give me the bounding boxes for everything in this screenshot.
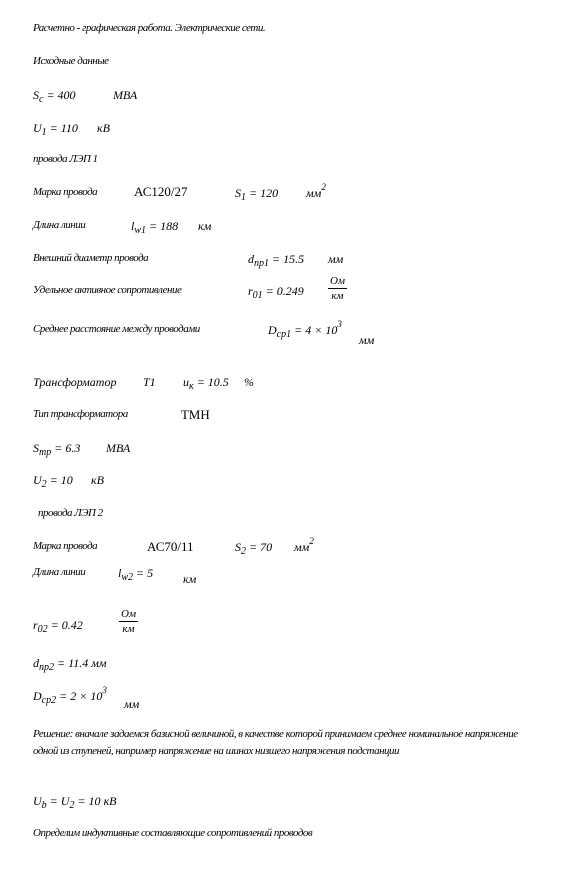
s1-unit-power: 2 [321, 182, 326, 192]
u2-symbol: U [33, 473, 42, 487]
transformer-name: T1 [143, 375, 156, 389]
dpr2-formula [33, 656, 107, 671]
sc-symbol: S [33, 88, 39, 102]
r01-unit-fraction [328, 274, 347, 303]
s1-value: = 120 [246, 186, 279, 200]
lw1-value: = 188 [146, 219, 179, 233]
ub-symbol: U [33, 794, 42, 808]
uk-unit: % [244, 375, 254, 389]
s2-value: = 70 [246, 540, 273, 554]
lw1-formula [131, 219, 178, 234]
sc-unit: МВА [113, 88, 138, 102]
dpr1-formula [248, 252, 304, 267]
dpr1-subscript: пр1 [254, 258, 269, 269]
r01-unit-denominator: км [331, 290, 344, 302]
lw2-unit: км [183, 572, 197, 586]
uk-subscript: к [189, 381, 194, 392]
diam1-label: Внешний диаметр провода [33, 252, 149, 264]
u2-value: = 10 [46, 473, 73, 487]
lw1-subscript: w1 [134, 225, 147, 236]
r01-formula [248, 284, 304, 299]
length1-label: Длина линии [33, 219, 86, 231]
dcp2-unit: мм [124, 697, 140, 711]
u1-subscript: 1 [41, 127, 47, 138]
ub-equals: = [46, 794, 61, 808]
lw2-value: = 5 [133, 566, 154, 580]
r02-symbol: r [33, 618, 38, 632]
s1-unit [306, 182, 326, 201]
sc-subscript: c [39, 94, 44, 105]
r02-formula [33, 618, 83, 633]
ub-value: = 10 [74, 794, 101, 808]
line1-header: провода ЛЭП 1 [33, 153, 98, 165]
u1-formula [33, 121, 78, 136]
solution-paragraph: Решение: вначале задаемся базисной величиной, в качестве которой принимаем среднее номинальное напряжение одной из ступеней, например напряжение на шинах низшего напряжения подстанции [33, 728, 518, 757]
r02-subscript: 02 [37, 624, 48, 635]
s2-formula [235, 540, 272, 555]
s2-symbol: S [235, 540, 241, 554]
document-title: Расчетно - графическая работа. Электрические сети. [33, 22, 266, 34]
dist1-label: Среднее расстояние между проводами [33, 323, 200, 335]
str-unit: МВА [106, 441, 131, 455]
str-value: = 6.3 [51, 441, 81, 455]
uk-value: = 10.5 [193, 375, 229, 389]
dpr2-value: = 11.4 [54, 656, 89, 670]
ub-u2-symbol: U [60, 794, 70, 808]
r01-unit-numerator: Ом [330, 275, 345, 287]
wire-mark2-label: Марка провода [33, 540, 98, 552]
dpr1-symbol: d [248, 252, 254, 266]
str-symbol: S [33, 441, 39, 455]
sc-value: = 400 [43, 88, 76, 102]
wire-mark1-value: АС120/27 [134, 184, 188, 199]
r01-subscript: 01 [252, 290, 263, 301]
u2-formula [33, 473, 73, 488]
ub-subscript: b [41, 800, 47, 811]
dpr2-unit: мм [91, 656, 107, 670]
dcp2-subscript: ср2 [41, 695, 57, 706]
s1-symbol: S [235, 186, 241, 200]
uk-formula [183, 375, 229, 390]
u1-symbol: U [33, 121, 42, 135]
dcp2-power: 3 [102, 685, 107, 695]
sc-formula [33, 88, 76, 103]
r01-value: = 0.249 [262, 284, 304, 298]
lw2-symbol: l [118, 566, 122, 580]
transformer-type-label: Тип трансформатора [33, 408, 128, 420]
s2-unit-text: мм [294, 540, 310, 554]
initial-data-heading: Исходные данные [33, 55, 109, 67]
dcp2-symbol: D [33, 689, 42, 703]
inductive-heading: Определим индуктивные составляющие сопротивлений проводов [33, 827, 313, 839]
str-subscript: тр [39, 447, 52, 458]
r02-unit-denominator: км [122, 623, 135, 635]
length2-label: Длина линии [33, 566, 86, 578]
u2-unit: кВ [91, 473, 104, 487]
s1-formula [235, 186, 278, 201]
transformer-label: Трансформатор [33, 375, 117, 389]
dcp1-power: 3 [337, 319, 342, 329]
lw1-symbol: l [131, 219, 135, 233]
u2-subscript: 2 [41, 479, 47, 490]
str-formula [33, 441, 80, 456]
dcp2-formula [33, 685, 107, 706]
dcp1-symbol: D [268, 323, 277, 337]
wire-mark2-value: АС70/11 [147, 539, 194, 554]
r02-value: = 0.42 [47, 618, 83, 632]
r01-label: Удельное активное сопротивление [33, 284, 182, 296]
u1-value: = 110 [46, 121, 78, 135]
ub-unit: кВ [103, 794, 117, 808]
dpr2-symbol: d [33, 656, 39, 670]
ub-u2-subscript: 2 [69, 800, 75, 811]
r02-unit-fraction [119, 607, 138, 636]
s2-subscript: 2 [241, 546, 246, 557]
dcp2-value: = 2 × 10 [56, 689, 103, 703]
wire-mark1-label: Марка провода [33, 186, 98, 198]
s2-unit [294, 536, 314, 555]
s1-unit-text: мм [306, 186, 322, 200]
dcp1-subscript: ср1 [276, 329, 292, 340]
dcp1-value: = 4 × 10 [291, 323, 338, 337]
lw2-subscript: w2 [121, 572, 134, 583]
r01-symbol: r [248, 284, 253, 298]
ub-formula [33, 794, 117, 809]
uk-symbol: u [183, 375, 189, 389]
s1-subscript: 1 [241, 192, 246, 203]
dcp1-unit: мм [359, 333, 375, 347]
transformer-type-value: ТМН [181, 407, 210, 422]
dpr1-value: = 15.5 [269, 252, 305, 266]
r02-unit-numerator: Ом [121, 608, 136, 620]
dpr2-subscript: пр2 [39, 662, 54, 673]
lw2-formula [118, 566, 153, 581]
lw1-unit: км [198, 219, 212, 233]
line2-header: провода ЛЭП 2 [38, 507, 103, 519]
u1-unit: кВ [97, 121, 110, 135]
dpr1-unit: мм [328, 252, 344, 266]
dcp1-formula [268, 319, 342, 340]
s2-unit-power: 2 [309, 536, 314, 546]
